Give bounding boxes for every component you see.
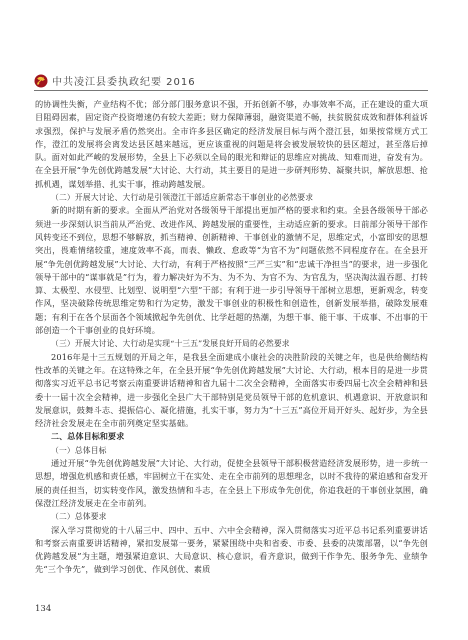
- body-text: [35, 98, 428, 577]
- page-number: 134: [35, 604, 52, 614]
- subheading-overall-goal: （一）总体目标: [51, 445, 107, 455]
- header-divider: [34, 90, 428, 91]
- paragraph-2: 新的时期有新的要求。全面从严治党对各级领导干部提出更加严格的要求和约束。全县各级领导干部必须进一步深刻认识当前从严治党、改进作风、跨越发展的重要性，主动适应新的要求。日前部分领导干部作风转变还不到位，思想不够解放，抓当精神、创新精神、干事创业的激情不足，思维定式，小富即安的思想突出，畏难情绪较重，速度效率不高，而表、懒政、怠政等“为官不为”问题依然不同程度存在。在全县开展“争先创优跨越发展”大讨论、大行动，有利于严格按照“三严三实”和“忠诚干净担当”的要求，进一步强化领导干部中的“谋事就是”行为，着力解决好为不为、为不为、为官不为、为官乱为，坚决淘汰温吞愿、打转算、太极型、水侵型、比划型、说明型“六型”干部；有利于进一步引导领导干部树立思想，更新观念，转变作风，坚决破除传统思维定势和行为定势，激发干事创业的积极性和创造性，创新发展举措，破除发展难题；有利于在各个层面各个领域掀起争先创优、比学赶超的热潮，为想干事、能干事、干成事、不出事的干部创造一个干事创业的良好环境。: [35, 205, 428, 336]
- paragraph-5: 深入学习贯彻党的十八届三中、四中、五中、六中全会精神，深入贯彻落实习近平总书记系列重要讲话和考察云南重要讲话精神，紧扣发展第一要务，紧紧围绕中央和省委、市委、县委的决策部署，以“争先创优跨越发展”为主题，增强紧迫意识、大局意识、核心意识，看齐意识，做到干作争先、服务争先、业绩争先“三个争先”，做到学习创优、作风创优、素质: [35, 524, 428, 575]
- paragraph-3: 2016年是十三五规划的开局之年，是我县全面建成小康社会的决胜阶段的关键之年，也是供给侧结构性改革的关键之年。在这特殊之年，在全县开展“争先创优跨越发展”大讨论、大行动，根本目的是进一步贯彻落实习近平总书记考察云南重要讲话精神和省九届十二次全会精神，全面落实市委四届七次全会精神和县委十一届十次全会精神，进一步强化全县广大干部特别是党员领导干部的危机意识、机遇意识、开放意识和发展意识，鼓舞斗志、提振信心、凝化措施，扎实干事，努力为“十三五”高位开局开好头、起好步，为全县经济社会发展走在全市前列奠定坚实基础。: [35, 351, 428, 429]
- subheading-3: （三）开展大讨论、大行动是实现“十三五”发展良好开局的必然要求: [51, 339, 290, 349]
- subheading-2: （二）开展大讨论、大行动是引领澄江干部适应新常态干事创业的必然要求: [51, 193, 314, 203]
- party-emblem-icon: [34, 74, 48, 88]
- section-heading-2: 二、总体目标和要求: [51, 432, 125, 442]
- subheading-overall-requirement: （二）总体要求: [51, 512, 107, 522]
- paragraph-4: 通过开展“争先创优跨越发展”大讨论、大行动，促使全县领导干部积极营造经济发展形势，进一步统一思想，增强危机感和责任感，牢固树立干在实处、走在全市前列的思想理念，以时不我待的紧迫感和奋发开展的责任担当，切实转变作风，激发热情和斗志，在全县上下形成争先创优，你追我赶的干事创业氛围，确保澄江经济发展走在全市前列。: [35, 458, 428, 508]
- header-title: 中共凌江县委执政纪要 2016: [52, 77, 196, 88]
- running-header: [34, 70, 428, 88]
- paragraph-1: 的协调性失衡，产业结构不优；部分部门服务意识不强，开拓创新不够，办事效率不高，正在建设的重大项目阻碍因素，固定资产投资增速仍有较大差距；财力保障薄弱，融资渠道不畅，扶贫脱贫成效和群体利益诉求强烈，保护与发展矛盾仍然突出。全市许多县区确定的经济发展目标与两个澄江县，如果按常规方式工作，澄江的发展将会离发达县区越来越远，更应该重视的问题是将会被发展较快的县区超过，甚至落后掉队。面对如此严峻的发展形势，全县上下必须以全局的眼光和辩证的思维应对挑战、知难而进，奋发有为。在全县开展“争先创优跨越发展”大讨论、大行动，其主要目的是进一步研判形势、凝聚共识，解放思想、抢抓机遇，谋划举措、扎实干事，推动跨越发展。: [35, 99, 428, 189]
